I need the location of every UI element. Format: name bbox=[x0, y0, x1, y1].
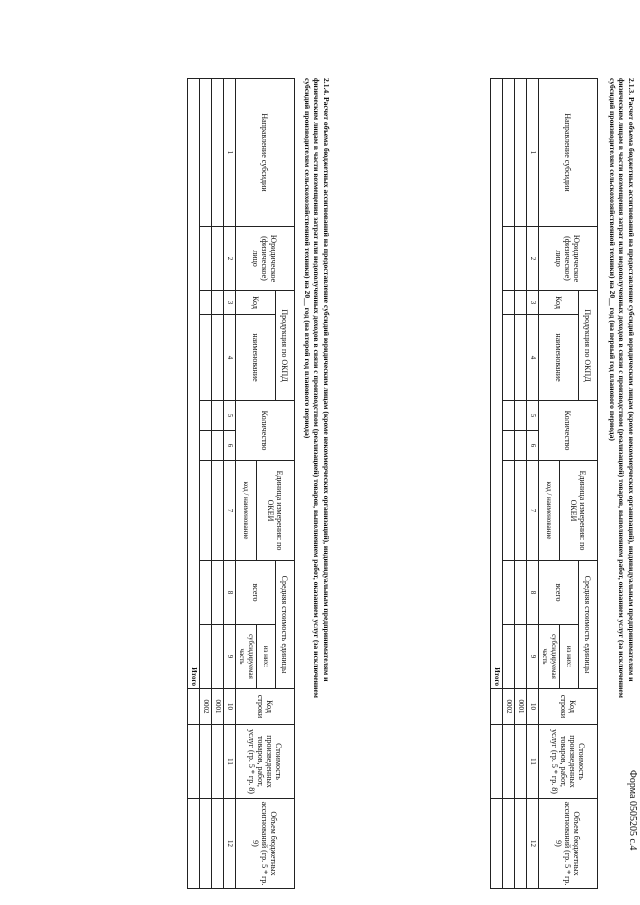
heading-line: 2.1.4. Расчет объема бюджетных ассигнований на предоставление субсидий юридическим лицам (кроме некоммерческих организаций), индивидуальным предпринимателям и bbox=[322, 78, 331, 682]
header-okei-code-name: код / наименование bbox=[236, 461, 257, 561]
header-okpd: Продукция по ОКПД bbox=[579, 291, 598, 401]
heading-line: физическим лицам в части возмещения затрат или недополученных доходов в связи с производством (реализацией) товаров, выполнением работ, оказанием услуг (за исключением bbox=[617, 78, 627, 698]
table-row bbox=[503, 79, 515, 889]
col-number: 4 bbox=[224, 315, 236, 401]
header-subsidized: субсидируемая часть bbox=[236, 625, 257, 689]
header-okpd-name: наименование bbox=[539, 315, 579, 401]
col-number: 8 bbox=[224, 561, 236, 625]
col-number: 10 bbox=[527, 689, 539, 725]
header-okpd: Продукция по ОКПД bbox=[276, 291, 295, 401]
total-row bbox=[188, 79, 200, 889]
header-direction: Направление субсидии bbox=[236, 79, 295, 227]
header-subsidized: субсидируемая часть bbox=[539, 625, 560, 689]
col-number: 6 bbox=[224, 431, 236, 461]
header-cost-goods: Стоимость произведенных товаров, работ, услуг (гр. 5 * гр. 8) bbox=[539, 725, 598, 799]
header-line-code: Код строки bbox=[236, 689, 295, 725]
header-okpd-code: Код bbox=[539, 291, 579, 315]
header-of-them: из них: bbox=[257, 625, 276, 689]
col-number: 3 bbox=[224, 291, 236, 315]
table-row bbox=[515, 79, 527, 889]
col-number: 7 bbox=[527, 461, 539, 561]
col-number: 3 bbox=[527, 291, 539, 315]
total-label: Итого bbox=[491, 79, 503, 689]
header-avg-cost: Средняя стоимость единицы bbox=[579, 561, 598, 689]
heading-line: 2.1.3. Расчет объема бюджетных ассигнований на предоставление субсидий юридическим лицам (кроме некоммерческих организаций), индивидуальным предпринимателям и bbox=[627, 78, 636, 682]
table-row bbox=[212, 79, 224, 889]
col-number: 5 bbox=[224, 401, 236, 431]
heading-line: физическим лицам в части возмещения затрат или недополученных доходов в связи с производством (реализацией) товаров, выполнением работ, оказанием услуг (за исключением bbox=[312, 78, 322, 698]
section-2-heading bbox=[303, 78, 332, 878]
col-number: 7 bbox=[224, 461, 236, 561]
header-okei-code-name: код / наименование bbox=[539, 461, 560, 561]
total-label: Итого bbox=[188, 79, 200, 689]
col-number: 12 bbox=[224, 799, 236, 889]
header-direction: Направление субсидии bbox=[539, 79, 598, 227]
col-number: 9 bbox=[527, 625, 539, 689]
header-okei-code: код bbox=[242, 481, 251, 492]
header-of-them: из них: bbox=[560, 625, 579, 689]
line-code: 0001 bbox=[515, 689, 527, 725]
col-number: 11 bbox=[224, 725, 236, 799]
header-okpd-code: Код bbox=[236, 291, 276, 315]
total-row bbox=[491, 79, 503, 889]
col-number: 11 bbox=[527, 725, 539, 799]
subsidy-table-2 bbox=[187, 78, 295, 889]
col-number: 9 bbox=[224, 625, 236, 689]
header-avg-cost: Средняя стоимость единицы bbox=[276, 561, 295, 689]
table-row bbox=[200, 79, 212, 889]
heading-line: субсидий производителям сельскохозяйственной техники) на 20__ год (на первый год планового периода) bbox=[608, 78, 617, 441]
col-number: 2 bbox=[224, 227, 236, 291]
line-code: 0002 bbox=[503, 689, 515, 725]
line-code: 0002 bbox=[200, 689, 212, 725]
col-number: 12 bbox=[527, 799, 539, 889]
header-okei-code: код bbox=[545, 481, 554, 492]
header-okei: Единица измерения: по ОКЕИ bbox=[257, 461, 295, 561]
header-line-code: Код строки bbox=[539, 689, 598, 725]
col-number: 2 bbox=[527, 227, 539, 291]
header-budget-volume: Объем бюджетных ассигнований (гр. 5 * гр. 9) bbox=[539, 799, 598, 889]
heading-line: субсидий производителям сельскохозяйственной техники) на 20__ год (на второй год планового периода) bbox=[303, 78, 312, 439]
header-okei-name: наименование bbox=[242, 497, 251, 540]
header-okei-name: наименование bbox=[545, 497, 554, 540]
header-total: всего bbox=[539, 561, 579, 625]
header-okpd-name: наименование bbox=[236, 315, 276, 401]
col-number: 1 bbox=[224, 79, 236, 227]
line-code: 0001 bbox=[212, 689, 224, 725]
header-total: всего bbox=[236, 561, 276, 625]
header-legal-person: Юридическое (физическое) лицо bbox=[539, 227, 598, 291]
col-number: 6 bbox=[527, 431, 539, 461]
header-quantity: Количество bbox=[539, 401, 598, 461]
section-1-heading bbox=[608, 78, 637, 878]
col-number: 8 bbox=[527, 561, 539, 625]
col-number: 1 bbox=[527, 79, 539, 227]
col-number: 4 bbox=[527, 315, 539, 401]
col-number: 5 bbox=[527, 401, 539, 431]
header-budget-volume: Объем бюджетных ассигнований (гр. 5 * гр. 9) bbox=[236, 799, 295, 889]
form-code: Форма 0505205 с.4 bbox=[627, 770, 638, 851]
header-cost-goods: Стоимость произведенных товаров, работ, услуг (гр. 5 * гр. 8) bbox=[236, 725, 295, 799]
subsidy-table-1 bbox=[490, 78, 598, 889]
col-number: 10 bbox=[224, 689, 236, 725]
header-legal-person: Юридическое (физическое) лицо bbox=[236, 227, 295, 291]
header-quantity: Количество bbox=[236, 401, 295, 461]
header-okei: Единица измерения: по ОКЕИ bbox=[560, 461, 598, 561]
